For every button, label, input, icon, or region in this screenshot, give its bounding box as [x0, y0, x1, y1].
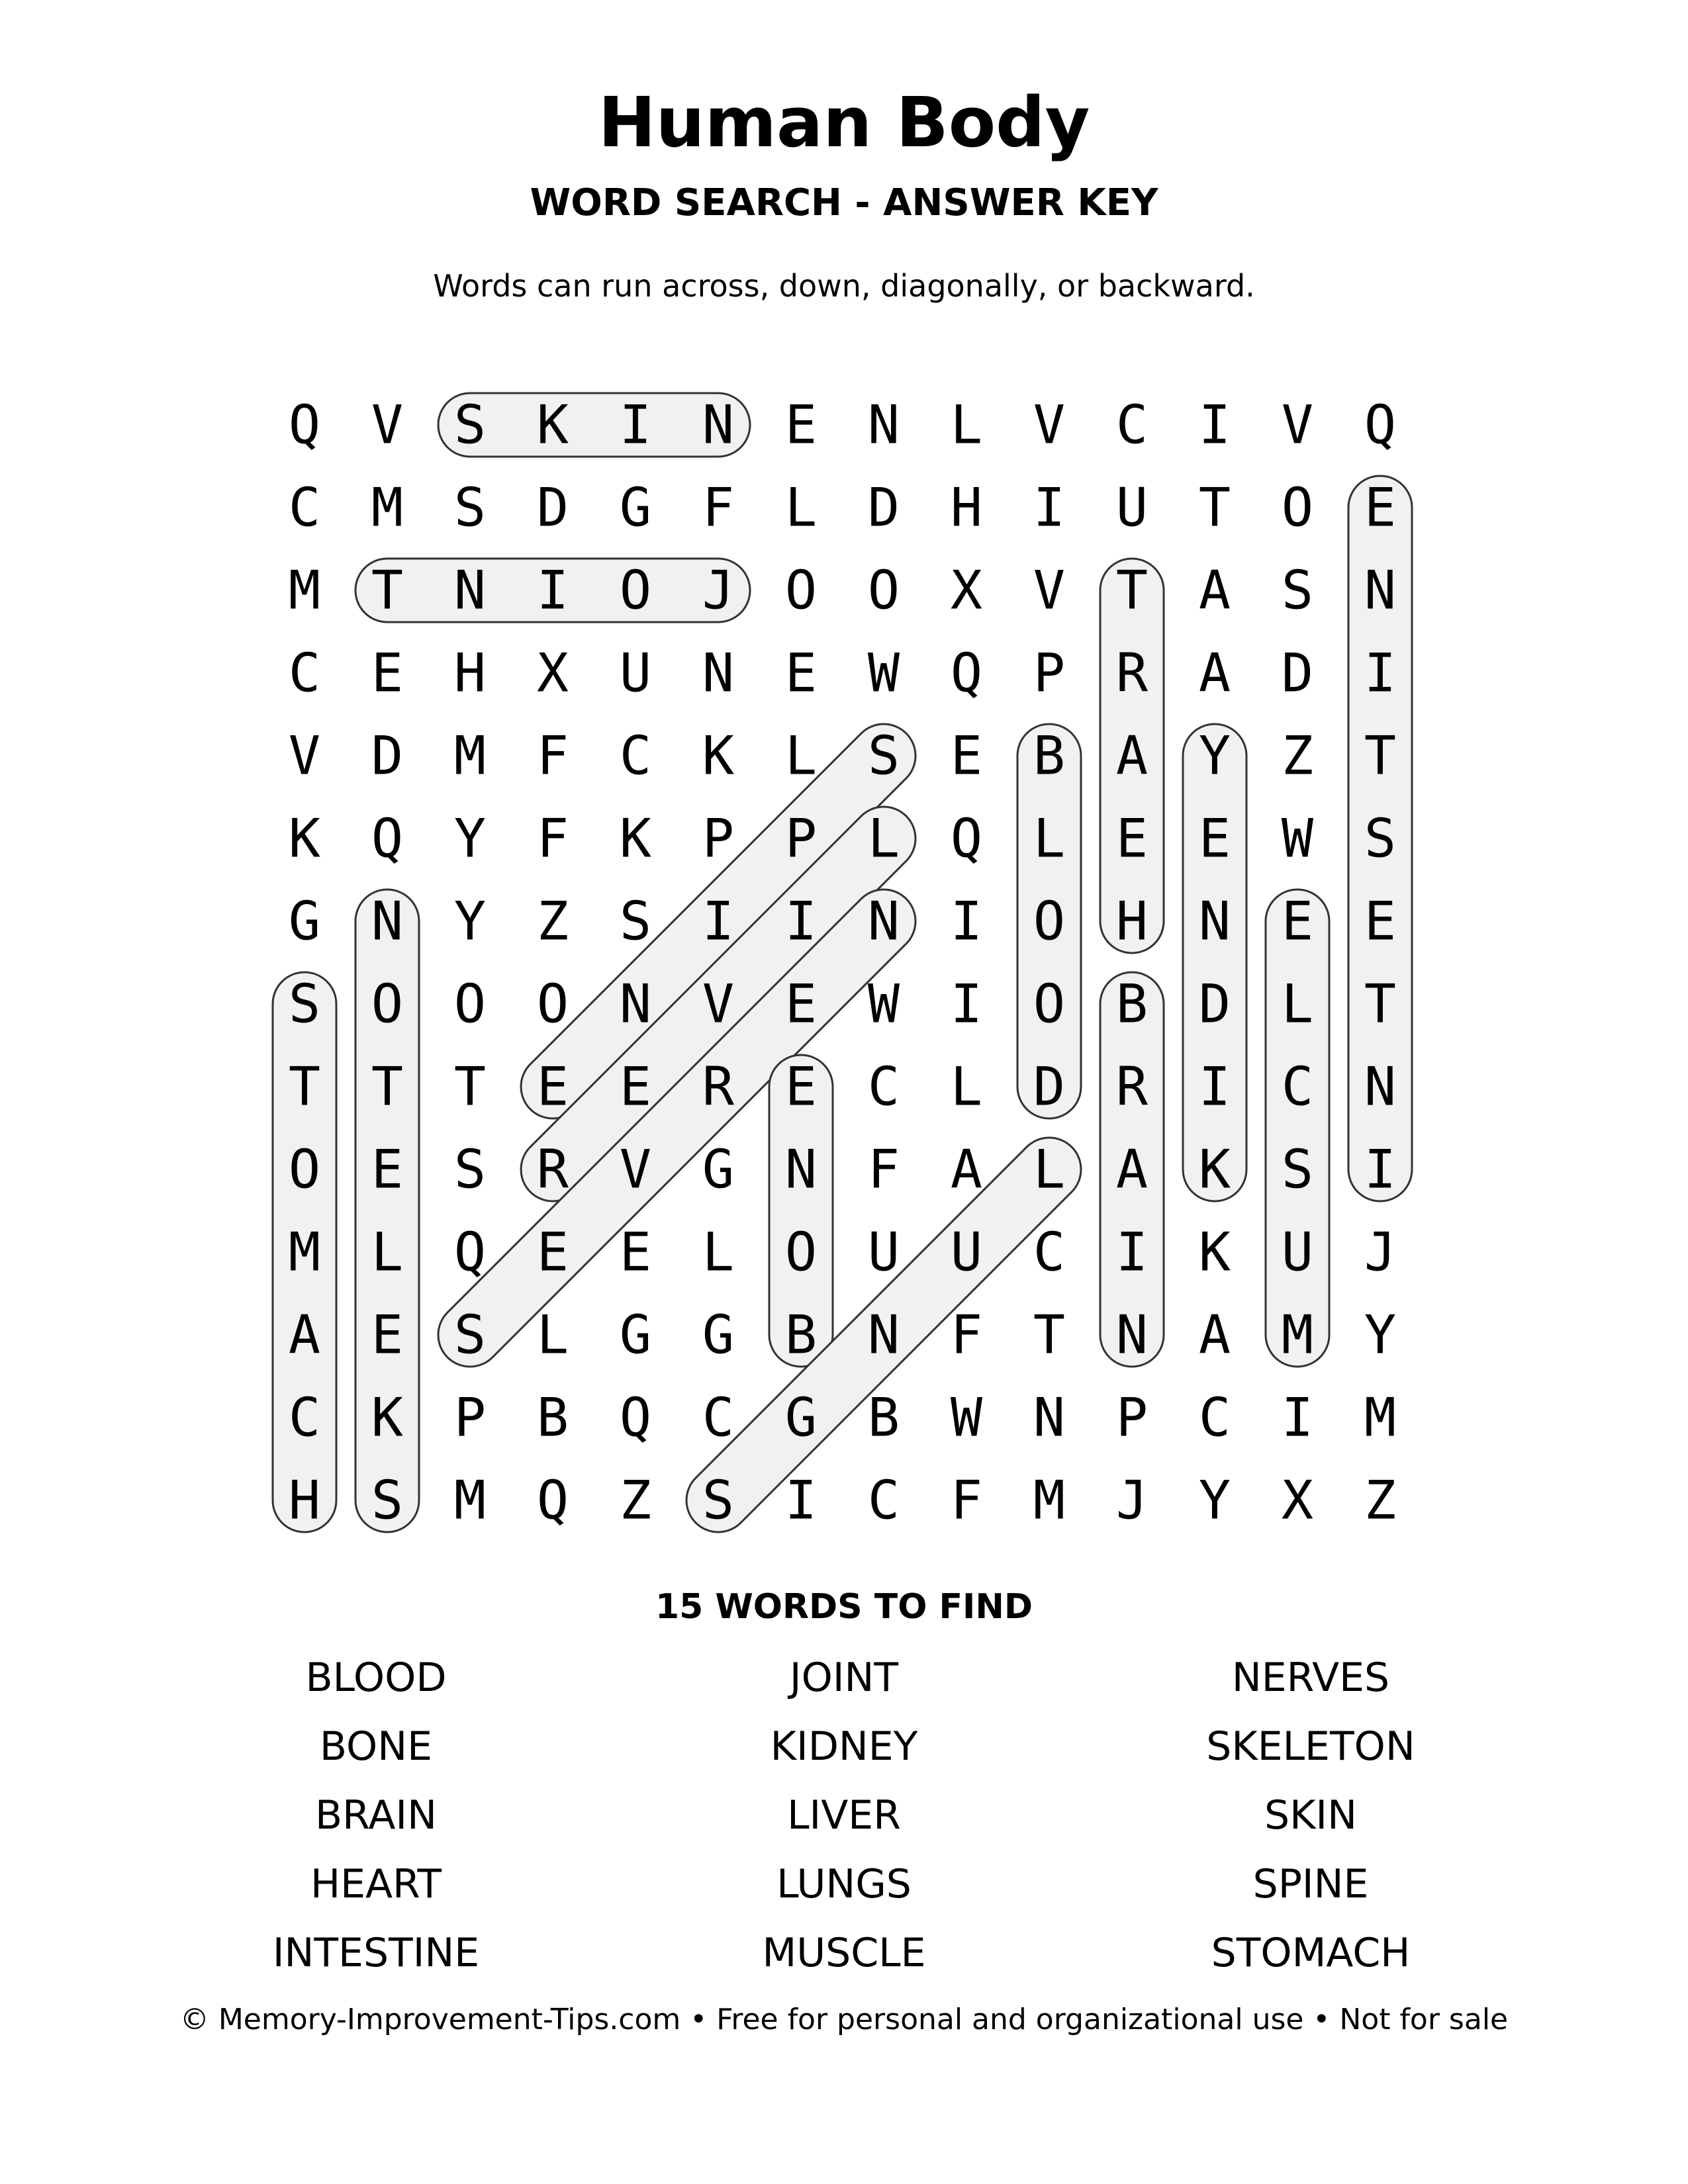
grid-letter: J: [702, 559, 735, 621]
grid-letter: G: [288, 890, 321, 952]
grid-letter: L: [1281, 973, 1314, 1035]
grid-letter: O: [1033, 973, 1066, 1035]
word-list-column-2: [612, 1651, 1076, 1995]
word-list-item: BRAIN: [314, 1792, 438, 1839]
grid-letter: S: [867, 725, 900, 787]
grid-letter: B: [784, 1304, 818, 1366]
grid-letter: H: [950, 477, 983, 539]
grid-letter: H: [453, 642, 487, 704]
word-list-item: STOMACH: [1211, 1930, 1411, 1976]
grid-letter: A: [1115, 1138, 1149, 1201]
grid-letter: N: [867, 1304, 900, 1366]
grid-letter: O: [1281, 477, 1314, 539]
grid-letter: B: [1115, 973, 1149, 1035]
grid-letter: L: [371, 1221, 404, 1283]
grid-letter: S: [453, 477, 487, 539]
grid-letter: E: [371, 1304, 404, 1366]
grid-letter: E: [371, 642, 404, 704]
grid-letter: Y: [1198, 725, 1231, 787]
grid-letter: B: [1033, 725, 1066, 787]
grid-letter: H: [1115, 890, 1149, 952]
grid-letter: L: [950, 1056, 983, 1118]
instructions: Words can run across, down, diagonally, or backward.: [433, 268, 1255, 304]
grid-letter: V: [288, 725, 321, 787]
grid-letter: G: [619, 1304, 652, 1366]
grid-letter: N: [867, 394, 900, 456]
grid-letter: E: [784, 973, 818, 1035]
grid-letter: Z: [1364, 1469, 1397, 1531]
answer-highlight-kidney: [1183, 724, 1246, 1201]
grid-letter: O: [1033, 890, 1066, 952]
grid-letter: C: [288, 477, 321, 539]
grid-letter: T: [1364, 973, 1397, 1035]
grid-letter: C: [288, 1387, 321, 1449]
grid-letter: W: [867, 642, 900, 704]
grid-letter: M: [1281, 1304, 1314, 1366]
grid-letter: S: [453, 1304, 487, 1366]
grid-letter: C: [867, 1056, 900, 1118]
word-list-item: JOINT: [789, 1655, 899, 1701]
grid-letter: Q: [950, 807, 983, 870]
grid-letter: V: [619, 1138, 652, 1201]
grid-letter: T: [1198, 477, 1231, 539]
grid-letter: U: [867, 1221, 900, 1283]
grid-letter: C: [867, 1469, 900, 1531]
grid-letter: E: [1364, 890, 1397, 952]
grid-letter: D: [1281, 642, 1314, 704]
grid-letter: E: [536, 1056, 569, 1118]
grid-letter: P: [702, 807, 735, 870]
word-list-item: SKIN: [1264, 1792, 1357, 1839]
grid-letter: I: [1033, 477, 1066, 539]
grid-letter: N: [1364, 1056, 1397, 1118]
grid-letter: I: [784, 1469, 818, 1531]
grid-letter: V: [1033, 394, 1066, 456]
grid-letter: N: [619, 973, 652, 1035]
grid-letter: L: [784, 477, 818, 539]
grid-letter: R: [1115, 1056, 1149, 1118]
grid-letter: L: [702, 1221, 735, 1283]
grid-letter: M: [453, 725, 487, 787]
grid-letter: N: [784, 1138, 818, 1201]
grid-letter: X: [1281, 1469, 1314, 1531]
grid-letter: C: [1033, 1221, 1066, 1283]
grid-letter: D: [867, 477, 900, 539]
word-list-item: LIVER: [787, 1792, 901, 1839]
grid-letter: O: [371, 973, 404, 1035]
grid-letter: E: [784, 394, 818, 456]
word-list-item: BLOOD: [305, 1655, 447, 1701]
grid-letter: Q: [1364, 394, 1397, 456]
grid-letter: Z: [1281, 725, 1314, 787]
grid-letter: A: [950, 1138, 983, 1201]
grid-letter: Z: [536, 890, 569, 952]
grid-letter: T: [453, 1056, 487, 1118]
footer-copyright: © Memory-Improvement-Tips.com • Free for personal and organizational use • Not for sale: [179, 2003, 1509, 2036]
grid-letter: K: [619, 807, 652, 870]
grid-letter: I: [619, 394, 652, 456]
grid-letter: Q: [536, 1469, 569, 1531]
grid-letter: K: [371, 1387, 404, 1449]
grid-letter: A: [1198, 642, 1231, 704]
word-list-item: SPINE: [1252, 1861, 1369, 1907]
grid-letter: E: [1364, 477, 1397, 539]
grid-letter: I: [536, 559, 569, 621]
grid-letter: L: [536, 1304, 569, 1366]
grid-letter: L: [1033, 1138, 1066, 1201]
grid-letter: A: [288, 1304, 321, 1366]
answer-highlights: [273, 393, 1412, 1545]
grid-letter: Q: [950, 642, 983, 704]
grid-letter: S: [619, 890, 652, 952]
grid-letter: N: [702, 642, 735, 704]
grid-letter: M: [288, 1221, 321, 1283]
grid-letter: D: [1198, 973, 1231, 1035]
grid-letter: E: [619, 1056, 652, 1118]
grid-letter: E: [1281, 890, 1314, 952]
grid-letter: C: [1115, 394, 1149, 456]
grid-letter: T: [288, 1056, 321, 1118]
grid-letter: I: [1364, 642, 1397, 704]
grid-letter: T: [1364, 725, 1397, 787]
word-list-item: HEART: [310, 1861, 442, 1907]
grid-letter: U: [1115, 477, 1149, 539]
grid-letter: Y: [453, 890, 487, 952]
grid-letter: Q: [453, 1221, 487, 1283]
grid-letter: A: [1198, 1304, 1231, 1366]
grid-letter: I: [950, 973, 983, 1035]
grid-letter: Y: [1198, 1469, 1231, 1531]
grid-letter: N: [1198, 890, 1231, 952]
grid-letter: P: [1033, 642, 1066, 704]
grid-letter: Q: [619, 1387, 652, 1449]
word-list-item: BONE: [319, 1723, 433, 1770]
grid-letter: Z: [619, 1469, 652, 1531]
word-list-item: KIDNEY: [770, 1723, 918, 1770]
grid-letter: K: [1198, 1138, 1231, 1201]
grid-letter: B: [536, 1387, 569, 1449]
grid-letter: C: [1198, 1387, 1231, 1449]
grid-letter: R: [702, 1056, 735, 1118]
grid-letter: K: [1198, 1221, 1231, 1283]
grid-letter: N: [867, 890, 900, 952]
grid-letter: D: [536, 477, 569, 539]
grid-letter: S: [288, 973, 321, 1035]
grid-letter: A: [1198, 559, 1231, 621]
grid-letter: M: [288, 559, 321, 621]
grid-letter: T: [1115, 559, 1149, 621]
grid-letter: V: [371, 394, 404, 456]
grid-letter: U: [1281, 1221, 1314, 1283]
grid-letter: L: [950, 394, 983, 456]
grid-letter: G: [702, 1304, 735, 1366]
grid-letter: E: [784, 1056, 818, 1118]
grid-letter: O: [619, 559, 652, 621]
grid-letter: U: [619, 642, 652, 704]
grid-letter: Q: [288, 394, 321, 456]
grid-letter: X: [950, 559, 983, 621]
grid-letter: M: [1364, 1387, 1397, 1449]
word-list-item: MUSCLE: [762, 1930, 926, 1976]
grid-letter: O: [536, 973, 569, 1035]
page-title: Human Body: [598, 82, 1090, 163]
grid-letter: F: [950, 1469, 983, 1531]
word-list-item: SKELETON: [1206, 1723, 1415, 1770]
grid-letter: I: [950, 890, 983, 952]
grid-letter: H: [288, 1469, 321, 1531]
grid-letter: S: [453, 1138, 487, 1201]
word-list-item: INTESTINE: [272, 1930, 480, 1976]
grid-letter: F: [536, 807, 569, 870]
grid-letter: G: [619, 477, 652, 539]
grid-letter: F: [702, 477, 735, 539]
grid-letter: I: [784, 890, 818, 952]
grid-letter: O: [453, 973, 487, 1035]
grid-letter: E: [1115, 807, 1149, 870]
grid-letter: N: [702, 394, 735, 456]
grid-letter: O: [784, 1221, 818, 1283]
grid-letter: T: [371, 559, 404, 621]
grid-letter: V: [702, 973, 735, 1035]
grid-letter: E: [536, 1221, 569, 1283]
grid-letter: E: [950, 725, 983, 787]
grid-letter: C: [1281, 1056, 1314, 1118]
grid-letter: Q: [371, 807, 404, 870]
grid-letter: C: [702, 1387, 735, 1449]
grid-letter: D: [1033, 1056, 1066, 1118]
grid-letter: L: [1033, 807, 1066, 870]
grid-letter: I: [1364, 1138, 1397, 1201]
grid-letter: F: [950, 1304, 983, 1366]
grid-letter: K: [288, 807, 321, 870]
grid-letter: T: [371, 1056, 404, 1118]
grid-letter: S: [453, 394, 487, 456]
word-list-item: NERVES: [1231, 1655, 1390, 1701]
grid-letter: S: [371, 1469, 404, 1531]
word-list-column-1: [144, 1651, 608, 1995]
grid-letter: J: [1115, 1469, 1149, 1531]
grid-letter: I: [702, 890, 735, 952]
grid-letter: J: [1364, 1221, 1397, 1283]
grid-letter: I: [1115, 1221, 1149, 1283]
grid-letter: E: [371, 1138, 404, 1201]
grid-letter: D: [371, 725, 404, 787]
word-list-column-3: [1079, 1651, 1542, 1995]
grid-letter: V: [1281, 394, 1314, 456]
grid-letter: G: [784, 1387, 818, 1449]
word-list-title: 15 WORDS TO FIND: [655, 1587, 1033, 1627]
grid-letter: U: [950, 1221, 983, 1283]
answer-highlight-muscle: [1266, 889, 1329, 1367]
grid-letter: N: [1033, 1387, 1066, 1449]
grid-letter: Y: [453, 807, 487, 870]
grid-letter: I: [1198, 1056, 1231, 1118]
grid-letter: R: [536, 1138, 569, 1201]
grid-letter: E: [619, 1221, 652, 1283]
grid-letter: C: [288, 642, 321, 704]
grid-letter: R: [1115, 642, 1149, 704]
grid-letter: E: [1198, 807, 1231, 870]
grid-letter: M: [1033, 1469, 1066, 1531]
grid-letter: L: [784, 725, 818, 787]
grid-letter: F: [536, 725, 569, 787]
grid-letter: L: [867, 807, 900, 870]
grid-letter: P: [453, 1387, 487, 1449]
grid-letter: S: [1281, 559, 1314, 621]
grid-letter: G: [702, 1138, 735, 1201]
word-list-item: LUNGS: [776, 1861, 912, 1907]
grid-letter: I: [1281, 1387, 1314, 1449]
grid-letter: S: [1364, 807, 1397, 870]
grid-letter: C: [619, 725, 652, 787]
grid-letter: I: [1198, 394, 1231, 456]
grid-letter: O: [867, 559, 900, 621]
grid-letter: W: [867, 973, 900, 1035]
grid-letter: K: [702, 725, 735, 787]
grid-letter: E: [784, 642, 818, 704]
grid-letter: P: [784, 807, 818, 870]
grid-letter: O: [288, 1138, 321, 1201]
grid-letter: S: [1281, 1138, 1314, 1201]
grid-letter: A: [1115, 725, 1149, 787]
grid-letter: T: [1033, 1304, 1066, 1366]
grid-letter: M: [453, 1469, 487, 1531]
grid-letter: N: [371, 890, 404, 952]
grid-letter: Y: [1364, 1304, 1397, 1366]
page-subtitle: WORD SEARCH - ANSWER KEY: [530, 181, 1158, 224]
grid-letter: K: [536, 394, 569, 456]
grid-letter: F: [867, 1138, 900, 1201]
grid-letter: W: [950, 1387, 983, 1449]
grid-letter: O: [784, 559, 818, 621]
grid-letter: V: [1033, 559, 1066, 621]
grid-letter: X: [536, 642, 569, 704]
grid-letter: M: [371, 477, 404, 539]
grid-letter: S: [702, 1469, 735, 1531]
grid-letter: N: [1364, 559, 1397, 621]
grid-letter: P: [1115, 1387, 1149, 1449]
grid-letter: B: [867, 1387, 900, 1449]
grid-letter: N: [453, 559, 487, 621]
grid-letter: N: [1115, 1304, 1149, 1366]
grid-letter: W: [1281, 807, 1314, 870]
